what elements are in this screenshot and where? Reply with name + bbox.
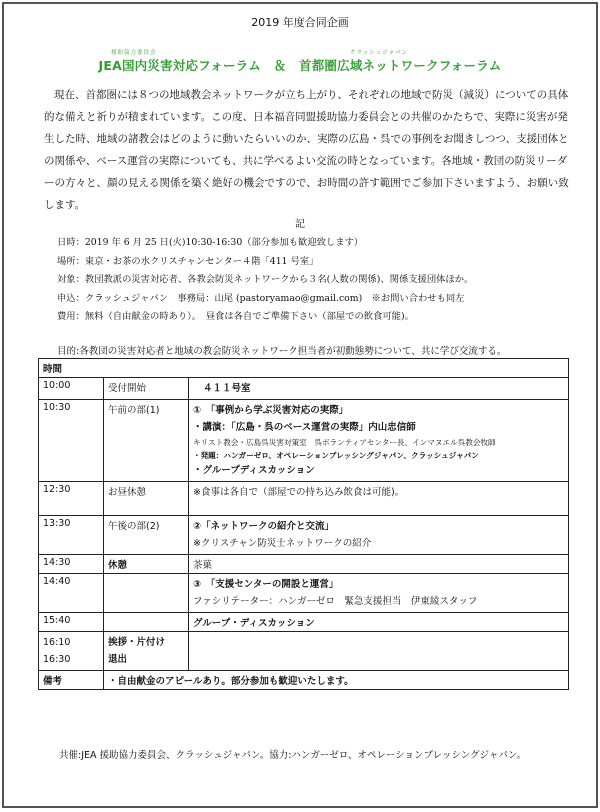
time-cell: 10:00	[39, 378, 104, 400]
remarks-label: 備考	[39, 671, 104, 690]
table-row	[39, 400, 569, 482]
content-cell: 茶菓	[189, 555, 569, 574]
session-title: ① 「事例から学ぶ災害対応の実際」	[193, 405, 349, 416]
remarks-content: ・自由献金のアピールあり。部分参加も歓迎いたします。	[104, 671, 569, 690]
detail-target: 対象：教団教派の災害対応者、各教会防災ネットワークから３名(人数の関係)、関係支援団体ほか。	[57, 274, 474, 285]
table-row	[39, 555, 569, 574]
label-cell: 休憩	[104, 555, 189, 574]
time-end: 16:30	[43, 654, 71, 665]
time-cell: 10:30	[39, 400, 104, 482]
time-cell: 12:30	[39, 482, 104, 516]
year-title: 2019 年度合同企画	[251, 16, 349, 29]
detail-apply: 申込：クラッシュジャパン 事務局：山尾 (pastoryamao@gmail.com) ※お問い合わせも同左	[57, 292, 465, 304]
content-cell	[189, 632, 569, 671]
table-row	[39, 378, 569, 400]
intro-paragraph: 現在、首都圏には８つの地域教会ネットワークが立ち上がり、それぞれの地域で防災（減災）についての具体的な備えと祈りが積まれています。この度、日本福音同盟援助協力委員会との共催のかたちで、実際に災害が発生した時、地域の諸教会はどのように動いたらいいのか、実際の広島・呉での事例をお聞きしつつ、支援団体との関係や、ベース運営の実際についても、共に学べるよい交流の時となっています。各地域・教団の防災リーダーの方々と、顔の見える関係を築く絶好の機会ですので、お時間の許す範囲でご参加下さいますよう、お願い致します。	[44, 89, 569, 211]
table-row	[39, 632, 569, 671]
label-cell	[104, 613, 189, 632]
time-cell: 14:40	[39, 574, 104, 613]
time-cell: 14:30	[39, 555, 104, 574]
table-row	[39, 613, 569, 632]
label-cell: 午前の部(1)	[104, 400, 189, 482]
session-title: ③ 「支援センターの開設と運営」	[193, 579, 339, 590]
ruby-right: クラッシュジャパン	[350, 50, 409, 56]
label-exit: 退出	[108, 654, 128, 665]
details-block	[57, 234, 473, 327]
session-note: ※クリスチャン防災士ネットワークの紹介	[193, 538, 372, 549]
table-row	[39, 359, 569, 378]
footer-line: 共催:JEA 援助協力委員会、クラッシュジャパン。協力:ハンガーゼロ、オペレーションブレッシングジャパン。	[59, 750, 527, 761]
content-cell	[189, 400, 569, 482]
content-cell: ※食事は各自で（部屋での持ち込み飲食は可能)。	[189, 482, 569, 516]
ki-heading: 記	[295, 219, 305, 230]
table-row	[39, 482, 569, 516]
time-cell: 15:40	[39, 613, 104, 632]
label-cell	[104, 574, 189, 613]
speaker-affiliation: キリスト教会・広島呉災害対策室 呉ボランティアセンター長、インマヌエル呉教会牧師	[193, 438, 496, 447]
presenters-line: ・発題：ハンガーゼロ、オペレーションブレッシングジャパン、クラッシュジャパン	[193, 451, 479, 460]
session-title: ②「ネットワークの紹介と交流」	[193, 521, 335, 532]
label-cell: 午後の部(2)	[104, 516, 189, 555]
content-cell: グループ・ディスカッション	[189, 613, 569, 632]
table-row	[39, 574, 569, 613]
content-cell	[189, 516, 569, 555]
detail-place: 場所：東京・お茶の水クリスチャンセンター４階「411 号室」	[57, 255, 319, 267]
time-start: 16:10	[43, 637, 71, 648]
lecture-line: ・講演：「広島・呉のベース運営の実際」内山忠信師	[193, 422, 416, 433]
content-cell	[189, 574, 569, 613]
time-cell: 13:30	[39, 516, 104, 555]
document-page	[2, 2, 598, 808]
table-row	[39, 516, 569, 555]
purpose-line: 目的:各教団の災害対応者と地域の教会防災ネットワーク担当者が初動態勢について、共に学び交流する。	[57, 346, 507, 357]
main-title: JEA国内災害対応フォーラム ＆ 首都圏広域ネットワークフォーラム	[98, 58, 502, 73]
detail-date: 日時：2019 年 6 月 25 日(火)10:30-16:30（部分参加も歓迎致します）	[57, 237, 364, 248]
label-greeting: 挨拶・片付け	[108, 637, 166, 648]
detail-fee: 費用：無料（自由献金の時あり）。 昼食は各自でご準備下さい（部屋での飲食可能)。	[57, 311, 414, 322]
table-row	[39, 671, 569, 690]
ruby-left: 援助協力委員会	[111, 50, 157, 56]
label-cell	[104, 632, 189, 671]
content-cell: ４１１号室	[189, 378, 569, 400]
facilitator-line: ファシリテーター：ハンガーゼロ 緊急支援担当 伊東綾スタッフ	[193, 596, 478, 607]
label-cell: お昼休憩	[104, 482, 189, 516]
group-discussion-line: ・グループディスカッション	[193, 465, 315, 476]
schedule-table	[38, 358, 569, 690]
table-header-time: 時間	[39, 359, 569, 378]
label-cell: 受付開始	[104, 378, 189, 400]
time-cell	[39, 632, 104, 671]
